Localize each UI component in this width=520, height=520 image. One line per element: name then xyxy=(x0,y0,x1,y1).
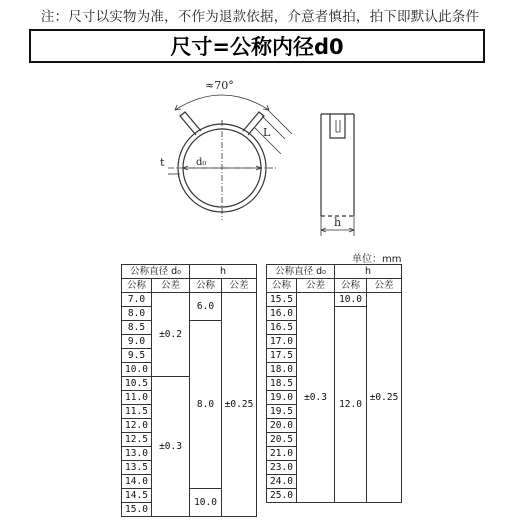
h-tolerance-cell: ±0.25 xyxy=(222,293,257,517)
dia-cell: 14.5 xyxy=(122,489,152,503)
header-h: h xyxy=(335,265,402,279)
page-title xyxy=(29,29,485,63)
l-label: L xyxy=(263,126,271,139)
h-tolerance-cell: ±0.25 xyxy=(367,293,402,503)
subheader-dia-nominal: 公称 xyxy=(267,279,297,293)
dia-cell: 19.0 xyxy=(267,391,297,405)
dia-cell: 25.0 xyxy=(267,489,297,503)
dia-cell: 17.5 xyxy=(267,349,297,363)
dia-tolerance-cell: ±0.3 xyxy=(297,293,335,503)
dia-cell: 13.0 xyxy=(122,447,152,461)
dia-cell: 9.5 xyxy=(122,349,152,363)
dia-cell: 12.0 xyxy=(122,419,152,433)
dia-cell: 16.0 xyxy=(267,307,297,321)
angle-label: ≈70° xyxy=(205,79,234,92)
dia-cell: 8.0 xyxy=(122,307,152,321)
subheader-h-tolerance: 公差 xyxy=(367,279,402,293)
dia-cell: 21.0 xyxy=(267,447,297,461)
dia-cell: 14.0 xyxy=(122,475,152,489)
angle-arc xyxy=(175,95,269,110)
h-nominal-cell: 10.0 xyxy=(190,489,222,517)
disclaimer-note: 注：尺寸以实物为准，不作为退款依据，介意者慎拍，拍下即默认此条件 xyxy=(40,9,480,25)
subheader-dia-nominal: 公称 xyxy=(122,279,152,293)
dia-cell: 10.5 xyxy=(122,377,152,391)
spec-table-right xyxy=(266,264,402,503)
dia-tolerance-cell: ±0.2 xyxy=(152,293,190,377)
h-label: h xyxy=(334,216,342,229)
h-nominal-cell: 10.0 xyxy=(335,293,367,307)
dia-cell: 13.5 xyxy=(122,461,152,475)
unit-label: 单位：mm xyxy=(352,254,402,265)
header-nominal-diameter: 公称直径 d₀ xyxy=(267,265,335,279)
dia-cell: 9.0 xyxy=(122,335,152,349)
clip-side-view xyxy=(321,114,354,216)
dia-cell: 23.0 xyxy=(267,461,297,475)
clip-technical-drawing xyxy=(0,68,520,248)
dia-cell: 8.5 xyxy=(122,321,152,335)
dia-cell: 19.5 xyxy=(267,405,297,419)
subheader-h-nominal: 公称 xyxy=(335,279,367,293)
dia-cell: 15.5 xyxy=(267,293,297,307)
dia-cell: 20.5 xyxy=(267,433,297,447)
subheader-dia-tolerance: 公差 xyxy=(152,279,190,293)
dia-cell: 16.5 xyxy=(267,321,297,335)
dia-cell: 12.5 xyxy=(122,433,152,447)
subheader-h-tolerance: 公差 xyxy=(222,279,257,293)
header-h: h xyxy=(190,265,257,279)
d0-label: d₀ xyxy=(196,157,207,168)
dia-cell: 7.0 xyxy=(122,293,152,307)
header-nominal-diameter: 公称直径 d₀ xyxy=(122,265,190,279)
dia-cell: 18.5 xyxy=(267,377,297,391)
dia-cell: 15.0 xyxy=(122,503,152,517)
dia-cell: 10.0 xyxy=(122,363,152,377)
dia-cell: 24.0 xyxy=(267,475,297,489)
dia-tolerance-cell: ±0.3 xyxy=(152,377,190,517)
h-nominal-cell: 12.0 xyxy=(335,307,367,503)
dia-cell: 18.0 xyxy=(267,363,297,377)
h-nominal-cell: 6.0 xyxy=(190,293,222,321)
dia-cell: 11.5 xyxy=(122,405,152,419)
t-label: t xyxy=(160,156,165,169)
h-nominal-cell: 8.0 xyxy=(190,321,222,489)
dia-cell: 20.0 xyxy=(267,419,297,433)
dia-cell: 11.0 xyxy=(122,391,152,405)
subheader-h-nominal: 公称 xyxy=(190,279,222,293)
dia-cell: 17.0 xyxy=(267,335,297,349)
title-text: 尺寸=公称内径d0 xyxy=(170,35,344,59)
spec-table-left xyxy=(121,264,257,517)
subheader-dia-tolerance: 公差 xyxy=(297,279,335,293)
